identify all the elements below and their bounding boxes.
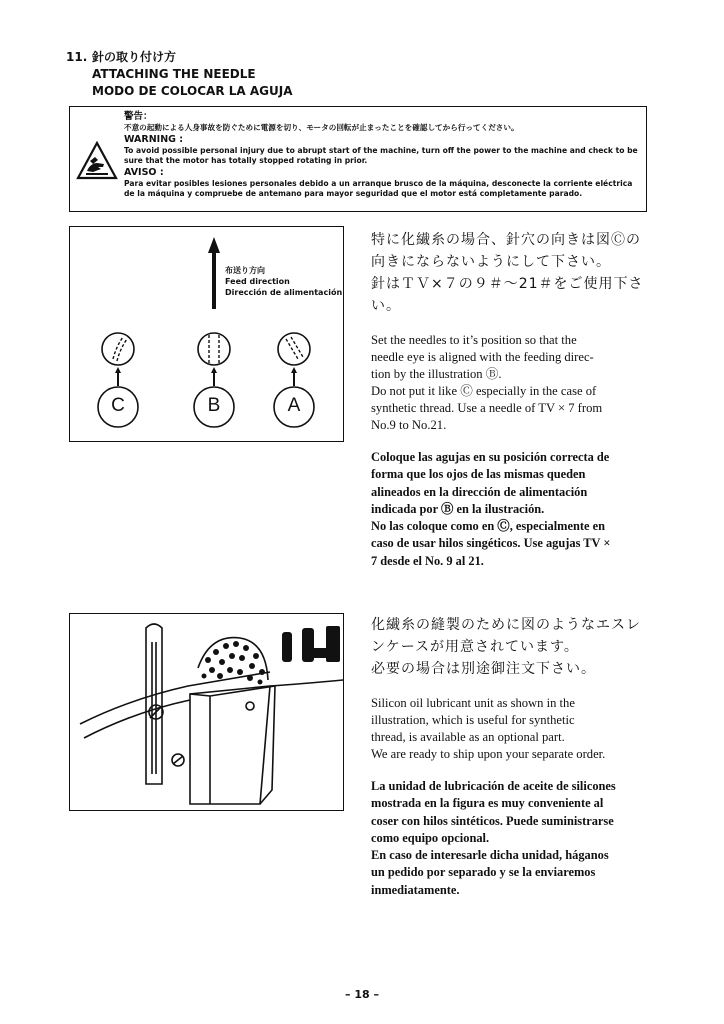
- jp-line: 化繊糸の縫製のために図のようなエスレ: [371, 617, 641, 633]
- en-line: No.9 to No.21.: [371, 418, 447, 432]
- warning-en-title: WARNING :: [124, 133, 184, 145]
- warning-text: [124, 111, 642, 200]
- needle-label-c: C: [111, 395, 125, 416]
- jp-line: 必要の場合は別途御注文下さい。: [371, 661, 596, 677]
- feed-direction-es: Dirección de alimentación: [225, 288, 343, 297]
- jp-line: い。: [371, 298, 401, 314]
- es-line: como equipo opcional.: [371, 830, 490, 845]
- es-line: inmediatamente.: [371, 882, 460, 897]
- needle-instructions-jp: [371, 229, 655, 317]
- es-line: caso de usar hilos singéticos. Use agujas TV ×: [371, 536, 611, 551]
- en-line: We are ready to ship upon your separate order.: [371, 747, 606, 761]
- jp-line: 特に化繊糸の場合、針穴の向きは図Ⓒの: [371, 232, 641, 248]
- needle-instructions: [371, 229, 655, 570]
- silicon-oil-unit-figure: [69, 613, 344, 811]
- es-line: 7 desde el No. 9 al 21.: [371, 553, 484, 568]
- warning-es-text: Para evitar posibles lesiones personales debido a un arranque brusco de la máquina, desconecte la corriente eléctrica de la máquina y compruebe de antemano para mayor seguridad que el motor está completamente parado.: [124, 178, 633, 198]
- warning-jp-title: 警告：: [124, 111, 153, 122]
- es-line: No las coloque como en Ⓒ, especialmente en: [371, 519, 606, 534]
- en-line: illustration, which is useful for synthetic: [371, 713, 575, 727]
- feed-direction-en: Feed direction: [225, 277, 290, 286]
- es-line: un pedido por separado y se la enviaremos: [371, 865, 596, 880]
- es-line: alineados en la dirección de alimentación: [371, 484, 588, 499]
- en-line: Set the needles to it’s position so that the: [371, 333, 577, 347]
- es-line: coser con hilos sintéticos. Puede suministrarse: [371, 813, 614, 828]
- es-line: La unidad de lubricación de aceite de silicones: [371, 779, 616, 793]
- jp-line: 針はＴＶ×７の９＃～21＃をご使用下さ: [371, 276, 644, 292]
- section-title-es: MODO DE COLOCAR LA AGUJA: [92, 84, 293, 98]
- silicon-unit-jp: [371, 614, 655, 680]
- es-line: forma que los ojos de las mismas queden: [371, 467, 586, 482]
- en-line: Do not put it like Ⓒ especially in the case of: [371, 384, 597, 398]
- en-line: Silicon oil lubricant unit as shown in the: [371, 696, 575, 710]
- warning-en-text: To avoid possible personal injury due to abrupt start of the machine, turn off the power to the machine and check to be sure that the motor has totally stopped rotating in prior.: [124, 145, 638, 165]
- section-title-jp: 針の取り付け方: [92, 50, 177, 64]
- needle-orientation-figure: [69, 226, 344, 442]
- jp-line: ンケースが用意されています。: [371, 639, 579, 655]
- page-number: – 18 –: [345, 988, 379, 1001]
- needle-label-a: A: [287, 395, 301, 416]
- section-number: 11.: [66, 50, 88, 64]
- warning-jp-text: 不意の起動による人身事故を防ぐために電源を切り、モータの回転が止まったことを確認してから行ってください。: [124, 123, 519, 132]
- en-line: thread, is available as an optional part.: [371, 730, 565, 744]
- silicon-oil-unit-drawing: [70, 614, 343, 810]
- section-title-en: ATTACHING THE NEEDLE: [92, 67, 256, 81]
- jp-line: 向きにならないようにして下さい。: [371, 254, 611, 270]
- es-line: Coloque las agujas en su posición correcta de: [371, 450, 610, 464]
- hand-crush-warning-icon: [76, 141, 118, 181]
- feed-direction-jp: 布送り方向: [225, 266, 265, 275]
- warning-box: [69, 106, 647, 212]
- feed-direction-label: [225, 265, 342, 298]
- es-line: indicada por Ⓑ en la ilustración.: [371, 501, 545, 516]
- en-line: needle eye is aligned with the feeding direc-: [371, 350, 594, 364]
- needle-instructions-en: [371, 332, 655, 434]
- needle-instructions-es: [371, 449, 655, 570]
- silicon-unit-description: [371, 614, 655, 899]
- es-line: mostrada en la figura es muy conveniente al: [371, 796, 604, 811]
- section-heading: [66, 49, 293, 100]
- warning-es-title: AVISO :: [124, 166, 164, 178]
- es-line: En caso de interesarle dicha unidad, háganos: [371, 848, 609, 863]
- en-line: tion by the illustration Ⓑ.: [371, 367, 502, 381]
- needle-label-b: B: [207, 395, 221, 416]
- en-line: synthetic thread. Use a needle of TV × 7 from: [371, 401, 603, 415]
- silicon-unit-es: [371, 778, 655, 899]
- silicon-unit-en: [371, 695, 655, 763]
